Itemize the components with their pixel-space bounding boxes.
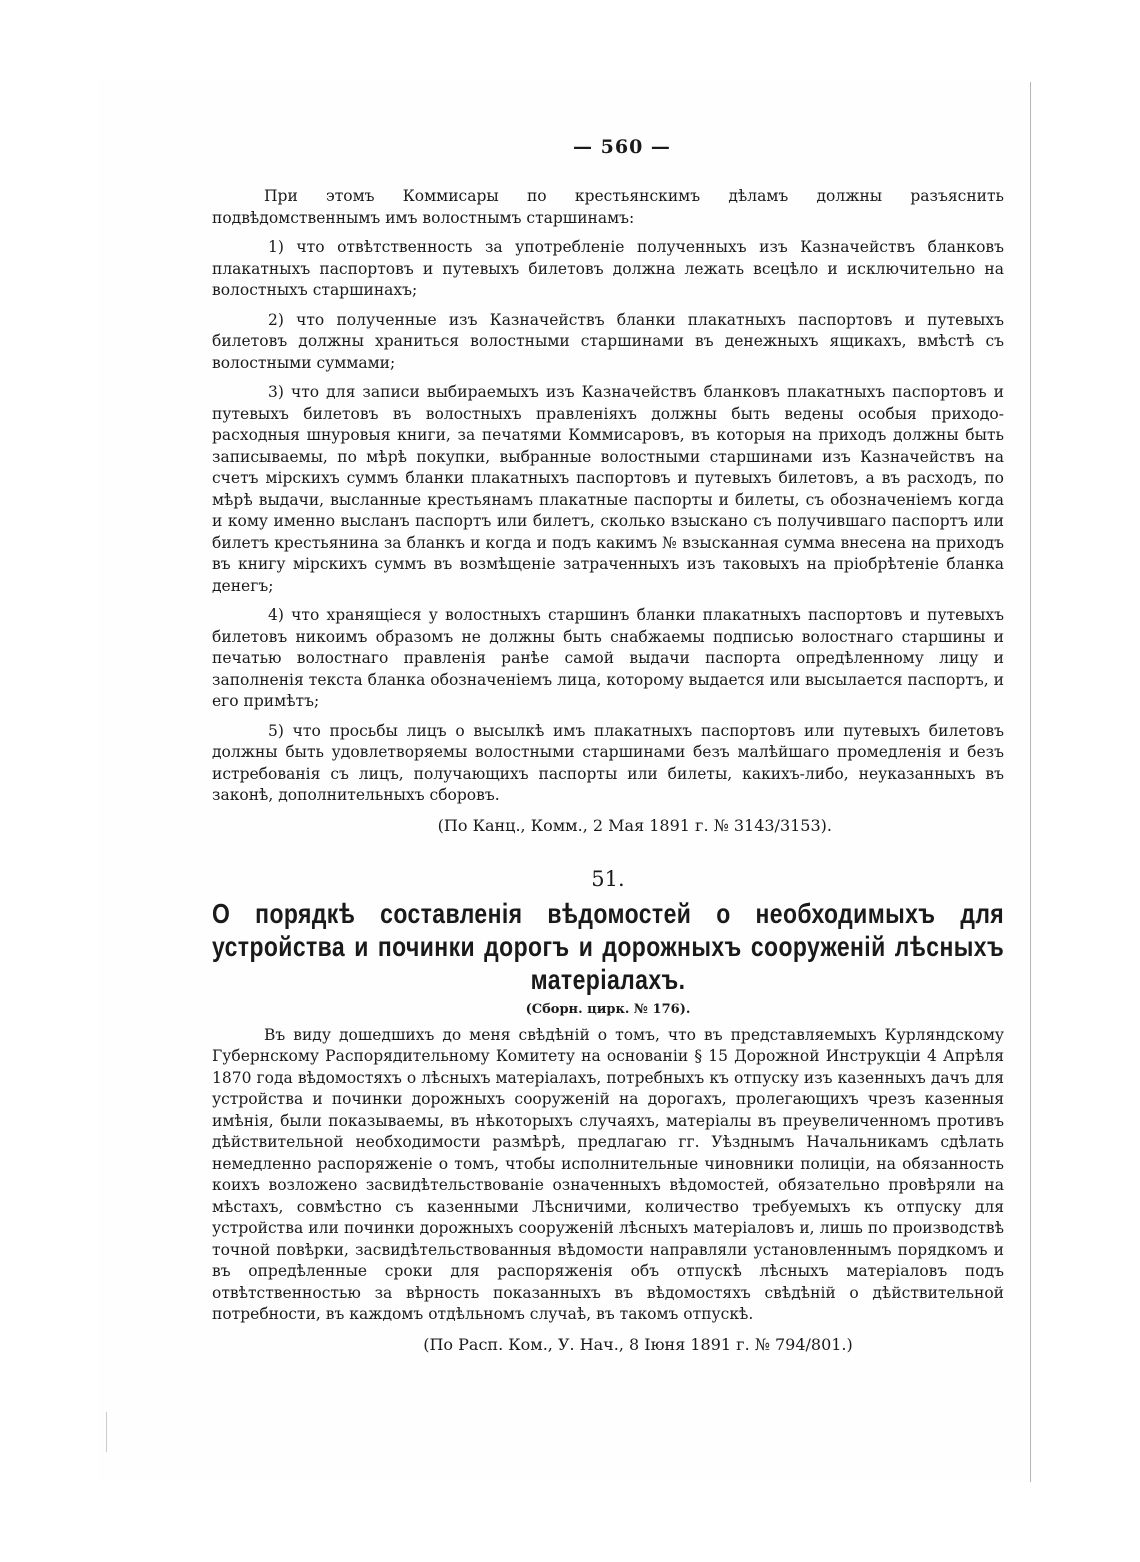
section-body: Въ виду дошедшихъ до меня свѣдѣній о томъ, что въ представляемыхъ Курляндскому Губернскому Распорядительному Комитету на основаніи § 15 Дорожной Инструкціи 4 Апрѣля 1870 года вѣдомостяхъ о лѣсныхъ матеріалахъ, потребныхъ къ отпуску изъ казенныхъ дачъ для устройства и починки дорожныхъ сооруженій на дорогахъ, пролегающихъ чрезъ казенныя имѣнія, были показываемы, въ нѣкоторыхъ случаяхъ, матеріалы въ преувеличенномъ противъ дѣйствительной необходимости размѣрѣ, предлагаю гг. Уѣзднымъ Начальникамъ сдѣлать немедленно распоряженіе о томъ, чтобы исполнительные чиновники полиціи, на обязанность коихъ возложено засвидѣтельствованіе означенныхъ вѣдомостей, обязательно провѣряли на мѣстахъ, совмѣстно съ казенными Лѣсничими, количество требуемыхъ къ отпуску для устройства или починки дорожныхъ сооруженій лѣсныхъ матеріаловъ и, лишь по производствѣ точной повѣрки, засвидѣтельствованныя вѣдомости направляли установленнымъ порядкомъ и въ опредѣленные сроки для распоряженія объ отпускѣ лѣсныхъ матеріаловъ подъ отвѣтственностью за вѣрность показанныхъ въ вѣдомостяхъ свѣдѣній о дѣйствительной потребности, въ каждомъ отдѣльномъ случаѣ, въ такомъ отпускѣ. [212,1025,1004,1323]
section-title: О порядкѣ составленія вѣдомостей о необходимыхъ для устройства и починки дорогъ и дорожныхъ сооруженій лѣсныхъ матеріалахъ. [212,897,1005,995]
list-item: 2) что полученные изъ Казначействъ бланки плакатныхъ паспортовъ и путевыхъ билетовъ должны храниться волостными старшинами въ денежныхъ ящикахъ, вмѣстѣ съ волостными суммами; [212,310,1004,372]
page-edge-rule [1030,82,1031,1482]
page-number: — 560 — [573,136,671,158]
intro-paragraph: При этомъ Коммисары по крестьянскимъ дѣламъ должны разъяснить подвѣдомственнымъ имъ волостнымъ старшинамъ: [212,187,1004,227]
citation: (По Канц., Комм., 2 Мая 1891 г. № 3143/3153). [437,815,832,835]
scan-artifact [106,1412,107,1452]
section-number: 51. [591,866,625,891]
list-item: 1) что отвѣтственность за употребленіе полученныхъ изъ Казначействъ бланковъ плакатныхъ паспортовъ и путевыхъ билетовъ должна лежать всецѣло и исключительно на волостныхъ старшинахъ; [212,238,1004,299]
section-source: (Сборн. цирк. № 176). [525,1001,691,1017]
list-item: 5) что просьбы лицъ о высылкѣ имъ плакатныхъ паспортовъ или путевыхъ билетовъ должны быть удовлетворяемы волостными старшинами безъ малѣйшаго промедленія и безъ истребованія съ лицъ, получающихъ паспорты или билеты, какихъ-либо, неуказанныхъ въ законѣ, дополнительныхъ сборовъ. [212,721,1004,804]
page-content [212,136,1004,1356]
section-citation: (По Расп. Ком., У. Нач., 8 Іюня 1891 г. № 794/801.) [423,1334,853,1354]
list-item: 3) что для записи выбираемыхъ изъ Казначействъ бланковъ плакатныхъ паспортовъ и путевыхъ билетовъ въ волостныхъ правленіяхъ должны быть ведены особыя приходо-расходныя шнуровыя книги, за печатями Коммисаровъ, въ которыя на приходъ должны быть записываемы, по мѣрѣ покупки, выбранные волостными старшинами изъ Казначействъ на счетъ мірскихъ суммъ бланки плакатныхъ паспортовъ и путевыхъ билетовъ, а въ расходъ, по мѣрѣ выдачи, высланные крестьянамъ плакатные паспорты и билеты, съ обозначеніемъ когда и кому именно высланъ паспортъ или билетъ, сколько взыскано съ получившаго паспортъ или билетъ крестьянина за бланкъ и когда и подъ какимъ № взысканная сумма внесена на приходъ въ книгу мірскихъ суммъ въ возмѣщеніе затраченныхъ изъ таковыхъ на пріобрѣтеніе бланка денегъ; [212,383,1004,595]
list-item: 4) что хранящіеся у волостныхъ старшинъ бланки плакатныхъ паспортовъ и путевыхъ билетовъ никоимъ образомъ не должны быть снабжаемы подписью волостнаго старшины и печатью волостнаго правленія ранѣе самой выдачи паспорта опредѣленному лицу и заполненія текста бланка обозначеніемъ лица, которому выдается или высылается паспортъ, и его примѣтъ; [212,606,1004,710]
